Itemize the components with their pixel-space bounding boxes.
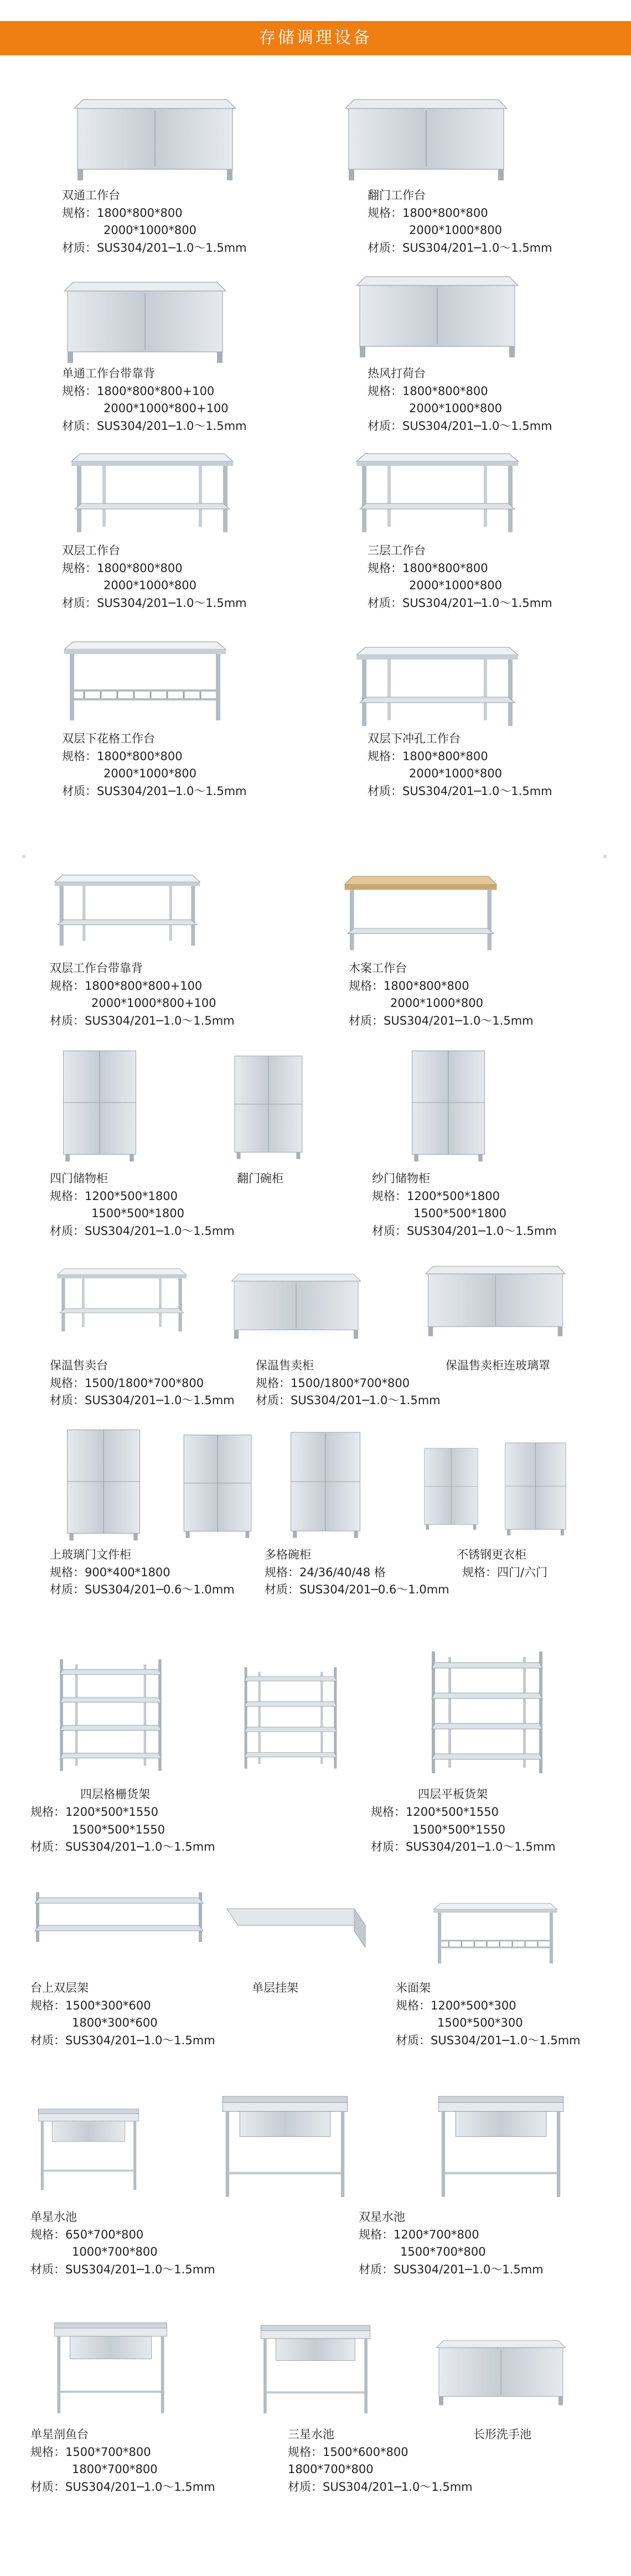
product-info: 台上双层架 规格：1500*300*600 1800*300*600 材质：SUS304/201─1.0～1.5mm (30, 1981, 215, 2047)
product-image-countertop-double-shelf (30, 1887, 208, 1947)
product-info: 双层下冲孔工作台 规格：1800*800*800 2000*1000*800 材质：SUS304/201─1.0～1.5mm (368, 732, 552, 798)
product-info: 保温售卖柜连玻璃罩 (446, 1359, 550, 1372)
product-image-four-tier-grid-rack (50, 1649, 172, 1782)
product-spec: 规格：1200*500*1550 1500*500*1550 材质：SUS304/201─1.0～1.5mm (30, 1805, 215, 1853)
product-info: 多格碗柜 规格：24/36/40/48 格 材质：SUS304/201─0.6～1.0mm (265, 1548, 449, 1596)
product-image-double-sink-side (421, 2091, 581, 2202)
product-image-four-door-cabinet (58, 1046, 141, 1165)
section-title: 存储调理设备 (259, 28, 372, 48)
product-info: 米面架 规格：1200*500*300 1500*500*300 材质：SUS304/201─1.0～1.5mm (396, 1981, 581, 2047)
product-image-flip-door-worktable (343, 89, 509, 183)
product-info: 双星水池 规格：1200*700*800 1500*700*800 材质：SUS304/201─1.0～1.5mm (359, 2210, 544, 2276)
section-header-bar (0, 21, 631, 55)
product-info: 纱门储物柜 规格：1200*500*1800 1500*500*1800 材质：SUS304/201─1.0～1.5mm (372, 1172, 557, 1238)
product-image-double-pass-worktable (72, 89, 238, 183)
product-image-locker-four-door (421, 1433, 482, 1544)
product-info: 热风打荷台 规格：1800*800*800 2000*1000*800 材质：SUS304/201─1.0～1.5mm (368, 367, 552, 433)
product-image-hot-air-station (354, 266, 520, 360)
product-info: 不锈钢更衣柜 规格：四门/六门 (457, 1548, 548, 1579)
product-image-multi-cell-cupboard-b (281, 1427, 370, 1541)
product-image-heated-serving-counter (55, 1253, 188, 1342)
product-info: 四门储物柜 规格：1200*500*1800 1500*500*1800 材质：SUS304/201─1.0～1.5mm (50, 1172, 235, 1238)
product-info: 双通工作台 规格：1800*800*800 2000*1000*800 材质：SUS304/201─1.0～1.5mm (62, 187, 247, 257)
product-info: 木案工作台 规格：1800*800*800 2000*1000*800 材质：SUS304/201─1.0～1.5mm (349, 962, 534, 1027)
product-info: 长形洗手池 (473, 2428, 531, 2441)
product-image-two-tier-worktable (69, 443, 235, 537)
divider-marker (603, 855, 607, 858)
product-image-two-tier-backsplash (53, 863, 202, 952)
product-info: 四层平板货架 (418, 1788, 488, 1801)
product-name: 双通工作台 (62, 189, 120, 202)
product-info: 上玻璃门文件柜 规格：900*400*1800 材质：SUS304/201─0.6～1.0mm (50, 1548, 235, 1596)
product-image-grid-shelf-worktable (62, 631, 228, 725)
product-image-rice-flour-rack (426, 1895, 565, 1967)
product-image-three-tier-worktable (354, 443, 520, 537)
product-image-fish-cleaning-table (33, 2318, 188, 2418)
product-info: 单通工作台带靠背 规格：1800*800*800+100 2000*1000*800+100 材质：SUS304/201─1.0～1.5mm (62, 367, 247, 433)
product-info: 单层挂架 (252, 1981, 298, 1995)
product-image-single-sink (36, 2091, 141, 2208)
product-image-triple-sink (238, 2321, 393, 2418)
product-image-wood-top-worktable (340, 866, 501, 954)
product-info: 单星水池 规格：650*700*800 1000*700*800 材质：SUS304/201─1.0～1.5mm (30, 2210, 215, 2276)
product-info: 单星剖鱼台 规格：1500*700*800 1800*700*800 材质：SUS304/201─1.0～1.5mm (30, 2428, 215, 2494)
product-image-glass-door-file-cabinet (62, 1425, 145, 1544)
product-image-locker-six-door (501, 1433, 570, 1544)
product-image-flip-door-cupboard (227, 1051, 310, 1162)
product-info: 三星水池 规格：1500*600*800 1800*700*800 材质：SUS304/201─1.0～1.5mm (288, 2428, 473, 2494)
product-image-screen-door-cabinet (407, 1046, 490, 1165)
product-image-four-tier-rack-small (235, 1654, 346, 1782)
product-info: 双层下花格工作台 规格：1800*800*800 2000*1000*800 材质：SUS304/201─1.0～1.5mm (62, 732, 247, 798)
divider-marker (22, 855, 25, 858)
product-info: 保温售卖台 规格：1500/1800*700*800 材质：SUS304/201─1.0～1.5mm (50, 1359, 235, 1407)
product-info: 双层工作台 规格：1800*800*800 2000*1000*800 材质：SUS304/201─1.0～1.5mm (62, 544, 247, 610)
product-image-four-tier-flat-rack (421, 1646, 554, 1779)
product-info: 双层工作台带靠背 规格：1800*800*800+100 2000*1000*800+100 材质：SUS304/201─1.0～1.5mm (50, 962, 235, 1027)
product-info: 翻门工作台 规格：1800*800*800 2000*1000*800 材质：SUS304/201─1.0～1.5mm (368, 189, 552, 255)
product-info: 翻门碗柜 (237, 1172, 283, 1185)
product-image-heated-cabinet-glass-hood (423, 1250, 567, 1344)
product-image-wall-shelf (221, 1898, 371, 1959)
product-image-perforated-shelf-worktable (354, 636, 520, 730)
product-image-long-wash-basin (435, 2324, 567, 2415)
product-info: 三层工作台 规格：1800*800*800 2000*1000*800 材质：SUS304/201─1.0～1.5mm (368, 544, 552, 610)
product-image-multi-cell-cupboard-a (176, 1430, 259, 1541)
product-spec: 规格：1200*500*1550 1500*500*1550 材质：SUS304/201─1.0～1.5mm (371, 1805, 556, 1853)
product-image-single-pass-backsplash (62, 271, 228, 365)
product-image-double-sink (205, 2091, 365, 2202)
product-info: 四层格栅货架 (80, 1788, 150, 1801)
product-info: 保温售卖柜 规格：1500/1800*700*800 材质：SUS304/201─1.0～1.5mm (256, 1359, 441, 1407)
product-image-heated-serving-cabinet (230, 1259, 363, 1347)
